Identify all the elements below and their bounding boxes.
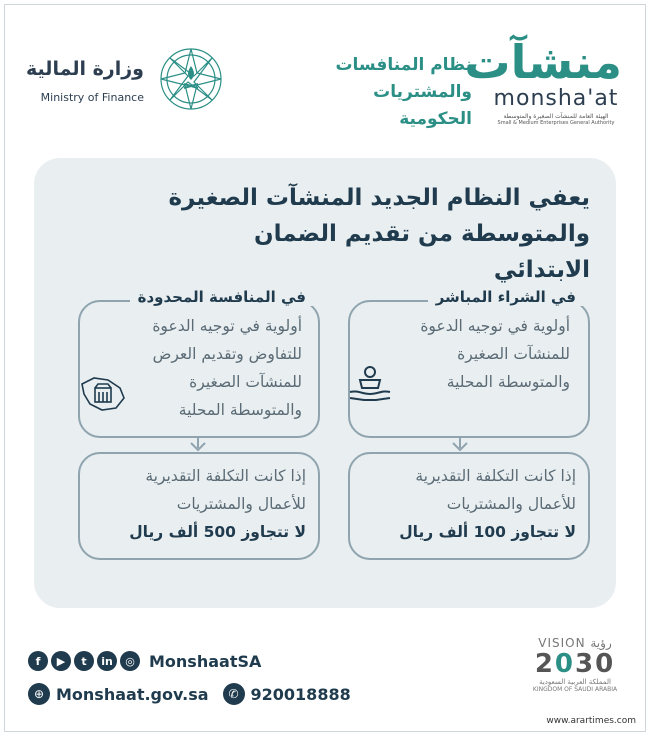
linkedin-icon[interactable]: in — [97, 651, 117, 671]
globe-icon: ⊕ — [28, 683, 50, 705]
vision-2030-logo — [520, 636, 630, 693]
limited-competition-text: أولوية في توجيه الدعوة للتفاوض وتقديم العرض للمنشآت الصغيرة والمتوسطة المحلية — [152, 317, 302, 419]
website-link[interactable]: Monshaat.gov.sa — [56, 684, 209, 704]
direct-purchase-text: أولوية في توجيه الدعوة للمنشآت الصغيرة والمتوسطة المحلية — [420, 317, 570, 391]
instagram-icon[interactable]: ◎ — [120, 651, 140, 671]
source-watermark: www.arartimes.com — [546, 716, 636, 726]
mof-emblem-icon — [156, 44, 226, 114]
twitter-icon[interactable]: t — [74, 651, 94, 671]
system-title — [302, 52, 472, 133]
monshaat-subtitle-english: Small & Medium Enterprises General Authority — [497, 120, 615, 126]
direct-purchase-condition-text: إذا كانت التكلفة التقديرية للأعمال والمشتريات لا تتجاوز 100 ألف ريال — [356, 462, 576, 546]
vision-kingdom-english: KINGDOM OF SAUDI ARABIA — [532, 686, 618, 693]
monshaat-logo — [464, 35, 622, 126]
direct-purchase-label: في الشراء المباشر — [428, 288, 584, 306]
contact-row — [28, 681, 351, 707]
vision-kingdom-arabic: المملكة العربية السعودية — [539, 678, 611, 686]
social-links — [28, 649, 261, 673]
system-title-line1: نظام المنافسات — [335, 55, 472, 75]
vision-year: 2030 — [534, 649, 616, 679]
youtube-icon[interactable]: ▶ — [51, 651, 71, 671]
headline-line2: والمتوسطة من تقديم الضمان الابتدائي — [254, 221, 590, 283]
headline — [150, 180, 590, 288]
direct-purchase-limit: لا تتجاوز 100 ألف ريال — [399, 523, 576, 541]
headline-line1: يعفي النظام الجديد المنشآت الصغيرة — [168, 185, 590, 211]
monshaat-logo-arabic: منشآت — [464, 35, 622, 89]
limited-competition-limit: لا تتجاوز 500 ألف ريال — [129, 523, 306, 541]
system-title-line2: والمشتريات الحكومية — [373, 82, 472, 129]
phone-number[interactable]: 920018888 — [250, 684, 351, 704]
phone-icon: ✆ — [223, 683, 245, 705]
mof-name-arabic: وزارة المالية — [26, 58, 144, 80]
facebook-icon[interactable]: f — [28, 651, 48, 671]
limited-competition-condition-text: إذا كانت التكلفة التقديرية للأعمال والمشتريات لا تتجاوز 500 ألف ريال — [86, 462, 306, 546]
vision-label: VISION رؤية — [538, 636, 612, 650]
monshaat-logo-english: monsha'at — [493, 86, 619, 111]
saudi-map-shop-icon — [78, 374, 128, 414]
limited-competition-label: في المنافسة المحدودة — [130, 288, 314, 306]
monshaat-subtitle-arabic: الهيئة العامة للمنشآت الصغيرة والمتوسطة — [503, 113, 609, 120]
ministry-of-finance-logo — [26, 44, 326, 114]
social-handle[interactable]: MonshaatSA — [149, 651, 262, 671]
mof-name-english: Ministry of Finance — [40, 91, 144, 104]
hands-giving-icon — [348, 362, 392, 406]
